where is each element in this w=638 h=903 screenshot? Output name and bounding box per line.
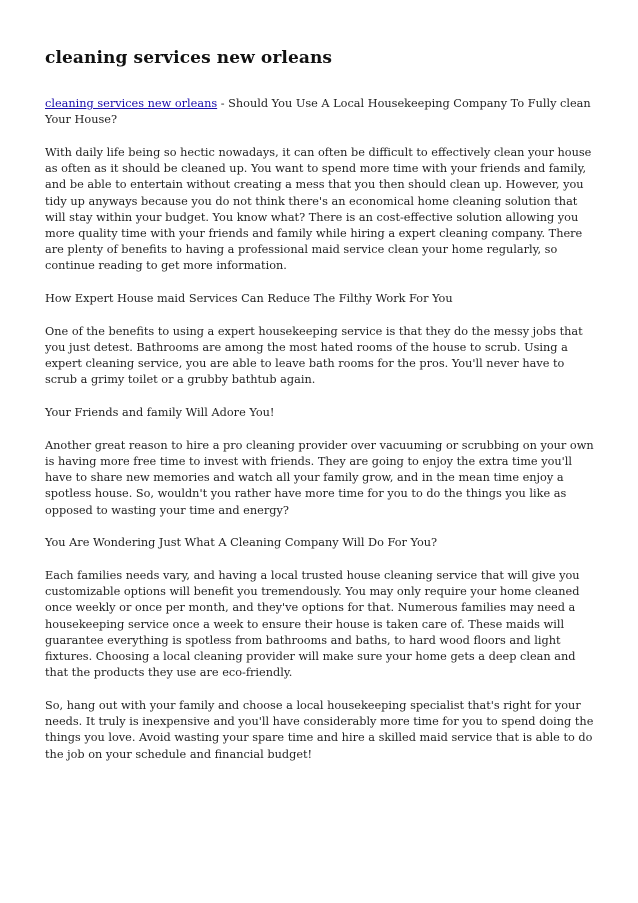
- page-title: cleaning services new orleans: [45, 48, 333, 68]
- paragraph-messy-jobs: One of the benefits to using a expert housekeeping service is that they do the messy jobs that you just detest. Bathrooms are among the most hated rooms of the house to scrub. Using a expert cleaning service, you are able to leave bath rooms for the pros. You'll never have to scrub a grimy toilet or a grubby bathtub again.: [45, 324, 583, 387]
- intro-text: - Should You Use A Local Housekeeping Company To Fully clean Your House?: [45, 97, 591, 127]
- paragraph-free-time: Another great reason to hire a pro cleaning provider over vacuuming or scrubbing on your own is having more free time to invest with friends. They are going to enjoy the extra time you'll have to share new memories and watch all your family grow, and in the mean time enjoy a spotless house. So, wouldn't you rather have more time for you to do the things you like as opposed to wasting your time and energy?: [45, 438, 594, 517]
- heading-expert-services: How Expert House maid Services Can Reduce The Filthy Work For You: [45, 292, 453, 306]
- paragraph-conclusion: So, hang out with your family and choose a local housekeeping specialist that's right for your needs. It truly is inexpensive and you'll have considerably more time for you to spend doing the things you love. Avoid wasting your spare time and hire a skilled maid service that is able to do the job on your schedule and financial budget!: [45, 698, 594, 761]
- paragraph-custom-options: Each families needs vary, and having a local trusted house cleaning service that will give you customizable options will benefit you tremendously. You may only require your home cleaned once weekly or once per month, and they've options for that. Numerous families may need a housekeeping service once a week to ensure their house is taken care of. These maids will guarantee everything is spotless from bathrooms and baths, to hard wood floors and light fixtures. Choosing a local cleaning provider will make sure your home gets a deep clean and that the products they use are eco-friendly.: [45, 568, 580, 680]
- heading-what-company-does: You Are Wondering Just What A Cleaning Company Will Do For You?: [45, 536, 438, 550]
- heading-friends-family: Your Friends and family Will Adore You!: [45, 406, 275, 420]
- intro-paragraph: [45, 96, 595, 128]
- paragraph-busy-life: With daily life being so hectic nowadays, it can often be difficult to effectively clean your house as often as it should be cleaned up. You want to spend more time with your friends and family, and be able to entertain without creating a mess that you then should clean up. However, you tidy up anyways because you do not think there's an economical home cleaning solution that will stay within your budget. You know what? There is an cost-effective solution allowing you more quality time with your friends and family while hiring a expert cleaning company. There are plenty of benefits to having a professional maid service clean your home regularly, so continue reading to get more information.: [45, 145, 592, 273]
- title-link[interactable]: cleaning services new orleans: [45, 97, 218, 110]
- document-page: [45, 48, 595, 779]
